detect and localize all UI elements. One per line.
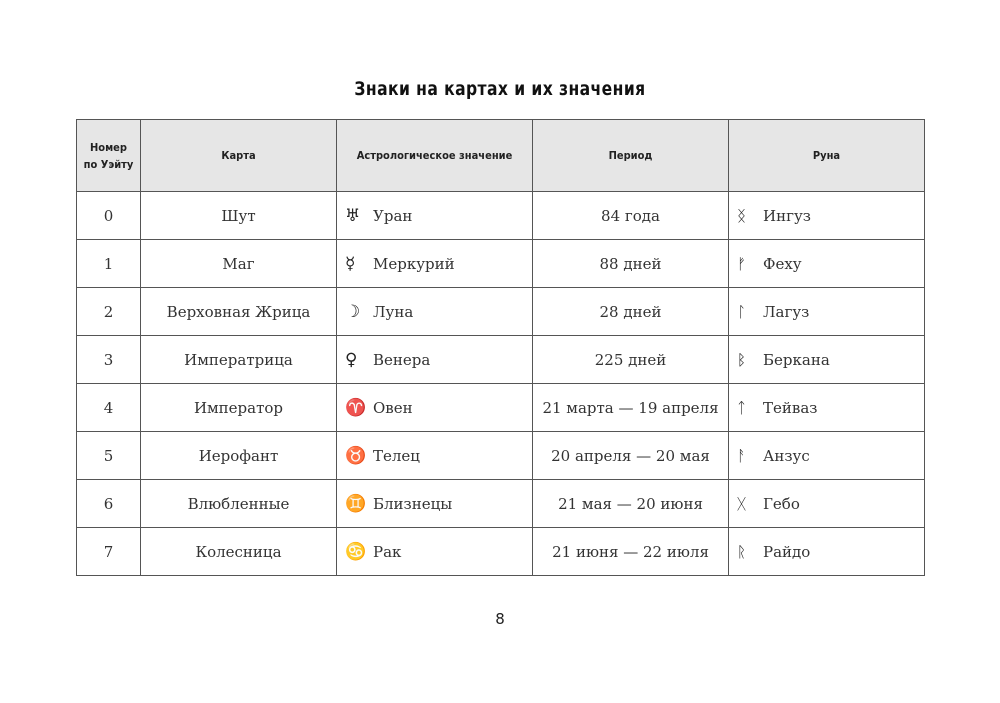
cell-period: 20 апреля — 20 мая xyxy=(533,432,729,480)
uranus-symbol-icon: ♅ xyxy=(345,205,361,226)
cell-period: 21 июня — 22 июля xyxy=(533,528,729,576)
rune-label: Лагуз xyxy=(763,302,810,321)
astro-label: Уран xyxy=(373,206,413,225)
table-row xyxy=(77,432,925,480)
cell-card: Иерофант xyxy=(141,432,337,480)
table-row xyxy=(77,480,925,528)
cell-number: 3 xyxy=(77,336,141,384)
cell-card: Маг xyxy=(141,240,337,288)
table-row xyxy=(77,288,925,336)
rune-label: Анзус xyxy=(763,446,810,465)
cell-astro xyxy=(337,384,533,432)
cell-rune xyxy=(729,192,925,240)
taurus-symbol-icon: ♉ xyxy=(345,445,367,466)
rune-label: Феху xyxy=(763,254,802,273)
rune-label: Ингуз xyxy=(763,206,811,225)
header-rune: Руна xyxy=(729,120,925,192)
header-card: Карта xyxy=(141,120,337,192)
cell-number: 6 xyxy=(77,480,141,528)
cell-astro xyxy=(337,432,533,480)
berkana-rune-icon: ᛒ xyxy=(737,350,747,369)
cell-period: 84 года xyxy=(533,192,729,240)
cell-astro xyxy=(337,480,533,528)
cell-rune xyxy=(729,480,925,528)
cell-rune xyxy=(729,528,925,576)
page-title: Знаки на картах и их значения xyxy=(354,78,646,100)
cell-rune xyxy=(729,336,925,384)
ansuz-rune-icon: ᚨ xyxy=(737,446,747,465)
cell-rune xyxy=(729,432,925,480)
astro-label: Меркурий xyxy=(373,254,455,273)
cell-card: Верховная Жрица xyxy=(141,288,337,336)
table-row xyxy=(77,192,925,240)
table-header-row xyxy=(77,120,925,192)
venus-symbol-icon: ♀ xyxy=(345,349,358,370)
cell-period: 28 дней xyxy=(533,288,729,336)
astro-label: Овен xyxy=(373,398,413,417)
ingwaz-rune-icon: ᛝ xyxy=(737,206,747,225)
rune-label: Тейваз xyxy=(763,398,818,417)
rune-label: Райдо xyxy=(763,542,811,561)
cell-astro xyxy=(337,288,533,336)
cell-rune xyxy=(729,288,925,336)
table-row xyxy=(77,384,925,432)
raido-rune-icon: ᚱ xyxy=(737,542,747,561)
page-number: 8 xyxy=(495,610,505,628)
tarot-signs-table xyxy=(76,119,925,576)
rune-label: Беркана xyxy=(763,350,830,369)
cell-card: Колесница xyxy=(141,528,337,576)
rune-label: Гебо xyxy=(763,494,800,513)
tiwaz-rune-icon: ᛏ xyxy=(737,398,747,417)
cell-astro xyxy=(337,528,533,576)
cell-rune xyxy=(729,384,925,432)
cell-number: 7 xyxy=(77,528,141,576)
aries-symbol-icon: ♈ xyxy=(345,397,367,418)
table-row xyxy=(77,528,925,576)
cell-period: 225 дней xyxy=(533,336,729,384)
cell-period: 21 мая — 20 июня xyxy=(533,480,729,528)
astro-label: Луна xyxy=(373,302,414,321)
gemini-symbol-icon: ♊ xyxy=(345,493,367,514)
header-period: Период xyxy=(533,120,729,192)
astro-label: Телец xyxy=(373,446,420,465)
cell-card: Шут xyxy=(141,192,337,240)
cell-rune xyxy=(729,240,925,288)
header-number: Номер по Уэйту xyxy=(77,120,141,192)
cancer-symbol-icon: ♋ xyxy=(345,541,367,562)
cell-card: Император xyxy=(141,384,337,432)
table-row xyxy=(77,336,925,384)
table-row xyxy=(77,240,925,288)
mercury-symbol-icon: ☿ xyxy=(345,253,356,274)
header-astro: Астрологическое значение xyxy=(337,120,533,192)
cell-card: Императрица xyxy=(141,336,337,384)
fehu-rune-icon: ᚠ xyxy=(737,254,747,273)
gebo-rune-icon: ᚷ xyxy=(737,494,747,513)
astro-label: Близнецы xyxy=(373,494,453,513)
cell-number: 4 xyxy=(77,384,141,432)
cell-card: Влюбленные xyxy=(141,480,337,528)
cell-astro xyxy=(337,240,533,288)
cell-astro xyxy=(337,192,533,240)
cell-number: 0 xyxy=(77,192,141,240)
cell-number: 5 xyxy=(77,432,141,480)
laguz-rune-icon: ᛚ xyxy=(737,302,747,321)
cell-number: 1 xyxy=(77,240,141,288)
cell-astro xyxy=(337,336,533,384)
cell-period: 21 марта — 19 апреля xyxy=(533,384,729,432)
astro-label: Венера xyxy=(373,350,431,369)
cell-number: 2 xyxy=(77,288,141,336)
moon-symbol-icon: ☽ xyxy=(345,301,361,322)
cell-period: 88 дней xyxy=(533,240,729,288)
astro-label: Рак xyxy=(373,542,402,561)
